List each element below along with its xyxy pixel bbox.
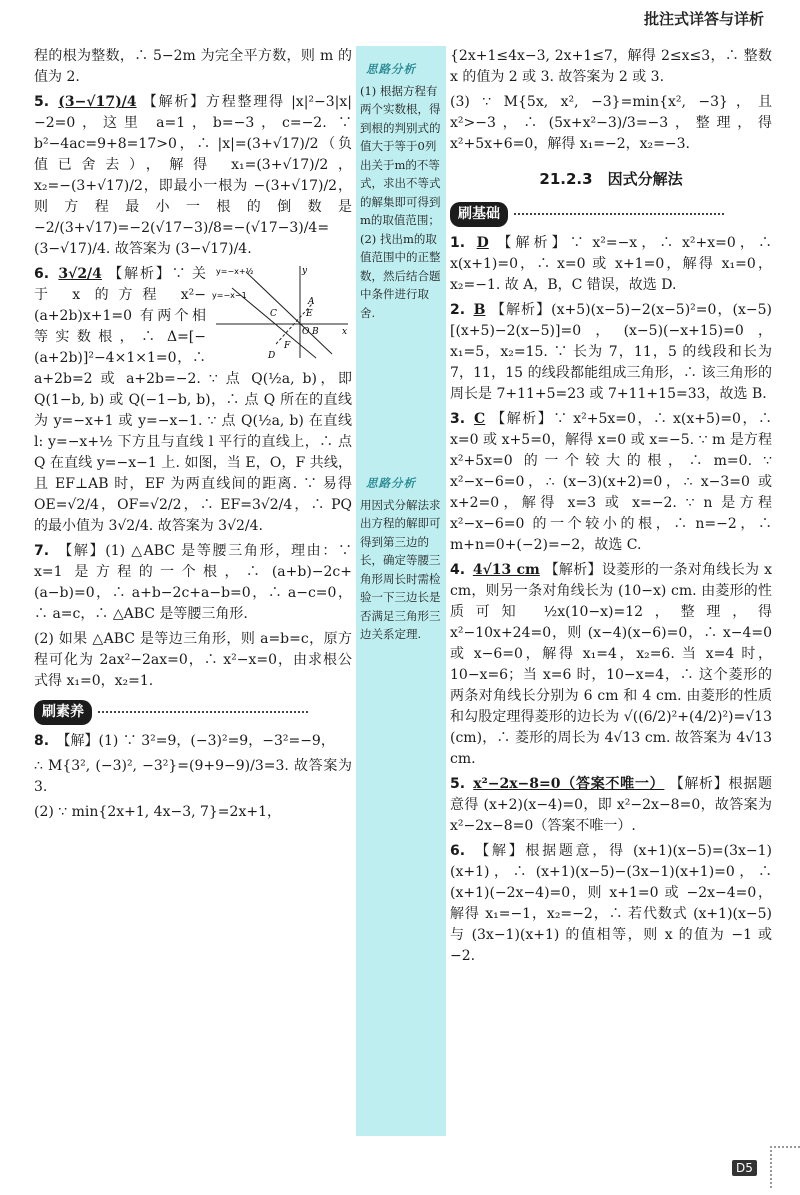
- intro-text: 程的根为整数，∴ 5−2m 为完全平方数，则 m 的值为 2.: [34, 48, 352, 85]
- r-q3-number: 3.: [450, 411, 466, 427]
- right-column: [450, 46, 772, 971]
- right-question-4: [450, 560, 772, 770]
- analysis-text-2: 用因式分解法求出方程的解即可得到第三边的长，确定等腰三角形周长时需检验一下三边长是否满足三角形三边关系定理.: [360, 497, 441, 641]
- analysis-title-2: 思路分析: [366, 476, 416, 490]
- graph-pt-x: x: [342, 327, 348, 337]
- graph-pt-O: O: [302, 327, 310, 337]
- right-question-6: [450, 841, 772, 967]
- page-header: 批注式详答与详析: [643, 10, 764, 28]
- right-question-3: [450, 409, 772, 556]
- analysis-box-2: [360, 474, 442, 644]
- graph-pt-y: y: [302, 266, 308, 276]
- graph-label-line1: y=−x+½: [216, 267, 254, 276]
- r-q6-text: 【解】根据题意，得 (x+1)(x−5)=(3x−1)(x+1)，∴ (x+1)(x−5)−(3x−1)(x+1)=0，∴ (x+1)(−2x−4)=0，则 x+1=0 或 −2x−4=0，解得 x₁=−1，x₂=−2，∴ 若代数式 (x+1)(x−5) 与 (3x−1)(x+1) 的值相等，则 x 的值为 −1 或 −2.: [450, 843, 772, 964]
- r-q2-answer: B: [473, 302, 486, 318]
- r-q4-number: 4.: [450, 562, 466, 578]
- analysis-box-1: [360, 60, 442, 322]
- r-q2-number: 2.: [450, 302, 466, 318]
- q8-continued-1: {2x+1≤4x−3, 2x+1≤7，解得 2≤x≤3，∴ 整数 x 的值为 2 或 3. 故答案为 2 或 3.: [450, 48, 772, 85]
- analysis-sidebar: [356, 46, 446, 1136]
- graph-pt-C: C: [270, 309, 277, 319]
- question-5: [34, 92, 352, 260]
- badge-label-jichu: 刷基础: [450, 202, 508, 227]
- question-8: [34, 731, 352, 752]
- right-question-2: [450, 300, 772, 405]
- page-number: D5: [732, 1160, 757, 1176]
- graph-label-line2: y=−x−1: [212, 291, 247, 300]
- r-q3-text: 【解析】∵ x²+5x=0，∴ x(x+5)=0，∴ x=0 或 x+5=0，解得 x=0 或 x=−5. ∵ m 是方程 x²+5x=0 的一个较大的根，∴ m=0. ∵ x²−x−6=0，∴ (x−3)(x+2)=0，∴ x−3=0 或 x+2=0，解得 x=3 或 x=−2. ∵ n 是方程 x²−x−6=0 的一个较小的根，∴ n=−2，∴ m+n=0+(−2)=−2，故选 C.: [450, 411, 773, 553]
- section-badge-suyang: [34, 696, 352, 731]
- q6-graph: [212, 264, 352, 360]
- badge-label: 刷素养: [34, 700, 92, 725]
- q7-text-part1: 【解】(1) △ABC 是等腰三角形，理由：∵ x=1 是方程的一个根，∴ (a+b)−2c+(a−b)=0，∴ a+b−2c+a−b=0，∴ a−c=0，∴ a=c，∴ △ABC 是等腰三角形.: [34, 543, 352, 622]
- corner-decoration: [770, 1146, 800, 1188]
- question-7-part1: [34, 541, 352, 625]
- q7-text-part2: (2) 如果 △ABC 是等边三角形，则 a=b=c，原方程可化为 2ax²−2ax=0，∴ x²−x=0，由求根公式得 x₁=0，x₂=1.: [34, 631, 352, 689]
- q5-number: 5.: [34, 94, 50, 110]
- q8-continued-2: (3) ∵ M{5x, x², −3}=min{x², −3}，且 x²>−3，∴ (5x+x²−3)/3=−3，整理，得 x²+5x+6=0，解得 x₁=−2，x₂=−3.: [450, 94, 772, 152]
- r-q1-number: 1.: [450, 235, 466, 251]
- r-q1-answer: D: [476, 235, 489, 251]
- r-q5-number: 5.: [450, 776, 466, 792]
- q8-text-part2: ∴ M{3², (−3)², −3²}=(9+9−9)/3=3. 故答案为 3.: [34, 758, 352, 795]
- q7-number: 7.: [34, 543, 50, 559]
- graph-pt-E: E: [306, 309, 313, 319]
- badge-divider-jichu: [514, 213, 724, 215]
- analysis-text-1: (1) 根据方程有两个实数根，得到根的判别式的值大于等于0列出关于m的不等式，求出不等式的解集即可得到m的取值范围；(2) 找出m的取值范围中的正整数，然后结合题中条件进行取舍.: [360, 83, 441, 320]
- analysis-title-1: 思路分析: [366, 62, 416, 76]
- question-6: [34, 264, 352, 537]
- section-badge-jichu: [450, 198, 772, 233]
- r-q2-text: 【解析】(x+5)(x−5)−2(x−5)²=0，(x−5)[(x+5)−2(x−5)]=0，(x−5)(−x+15)=0，x₁=5，x₂=15. ∵ 长为 7，11，5 的线段和长为 7，11，15 的线段都能组成三角形，∴ 该三角形的周长是 7+11+5=23 或 7+11+15=33，故选 B.: [450, 302, 773, 402]
- right-question-5: [450, 774, 772, 837]
- q5-answer: (3−√17)/4: [58, 94, 137, 110]
- q6-explanation: 【解析】∵ 关于 x 的方程 x²−(a+2b)x+1=0 有两个相等实数根，∴ Δ=[−(a+2b)]²−4×1×1=0，∴ a+2b=2 或 a+2b=−2. ∵ 点 Q(½a, b)，即 Q(1−b, b) 或 Q(−1−b, b)，∴ 点 Q 所在的直线为 y=−x+1 或 y=−x−1. ∵ 点 Q(½a, b) 在直线 l: y=−x+½ 下方且与直线 l 平行的直线上，∴ 点 Q 在直线 y=−x−1 上. 如图，当 E，O，F 共线，且 EF⊥AB 时，EF 为两直线间的距离. ∵ 易得 OE=√2/4，OF=√2/2，∴ EF=3√2/4，∴ PQ 的最小值为 3√2/4. 故答案为 3√2/4.: [34, 266, 352, 534]
- r-q6-number: 6.: [450, 843, 466, 859]
- q6-answer: 3√2/4: [58, 266, 102, 282]
- left-column: [34, 46, 352, 827]
- graph-pt-D: D: [268, 351, 276, 360]
- graph-pt-A: A: [308, 297, 315, 307]
- q8-text-part3: (2) ∵ min{2x+1, 4x−3, 7}=2x+1，: [34, 804, 281, 820]
- r-q4-text: 【解析】设菱形的一条对角线长为 x cm，则另一条对角线长为 (10−x) cm. 由菱形的性质可知 ½x(10−x)=12，整理，得 x²−10x+24=0，则 (x−4)(x−6)=0，∴ x−4=0 或 x−6=0，解得 x₁=4，x₂=6. 当 x=4 时，10−x=6；当 x=6 时，10−x=4，∴ 这个菱形的两条对角线长分别为 6 cm 和 4 cm. 由菱形的性质和勾股定理得菱形的边长为 √((6/2)²+(4/2)²)=√13 (cm)，∴ 菱形的周长为 4√13 cm. 故答案为 4√13 cm.: [450, 562, 773, 767]
- r-q3-answer: C: [474, 411, 486, 427]
- q6-number: 6.: [34, 266, 50, 282]
- r-q1-text: 【解析】∵ x²=−x，∴ x²+x=0，∴ x(x+1)=0，∴ x=0 或 x+1=0，解得 x₁=0，x₂=−1. 故 A，B，C 错误，故选 D.: [450, 235, 772, 293]
- r-q4-answer: 4√13 cm: [472, 562, 540, 578]
- q5-explanation: 【解析】方程整理得 |x|²−3|x|−2=0，这里 a=1，b=−3，c=−2. ∵ b²−4ac=9+8=17>0，∴ |x|=(3+√17)/2（负值已舍去），解得 x₁=(3+√17)/2，x₂=−(3+√17)/2，即最小一根为 −(3+√17)/2，则方程最小一根的倒数是 −2/(3+√17)=−2(√17−3)/8=−(√17−3)/4=(3−√17)/4. 故答案为 (3−√17)/4.: [34, 94, 352, 257]
- r-q5-text: 【解析】根据题意得 (x+2)(x−4)=0，即 x²−2x−8=0，故答案为 x²−2x−8=0（答案不唯一）.: [450, 776, 772, 834]
- r-q5-answer: x²−2x−8=0（答案不唯一）: [473, 776, 665, 792]
- graph-pt-B: B: [312, 327, 319, 337]
- graph-pt-F: F: [284, 341, 291, 351]
- q8-text-part1: 【解】(1) ∵ 3²=9，(−3)²=9，−3²=−9，: [56, 733, 335, 749]
- badge-divider: [98, 711, 308, 713]
- section-title: 21.2.3 因式分解法: [539, 170, 683, 188]
- q8-number: 8.: [34, 733, 50, 749]
- right-question-1: [450, 233, 772, 296]
